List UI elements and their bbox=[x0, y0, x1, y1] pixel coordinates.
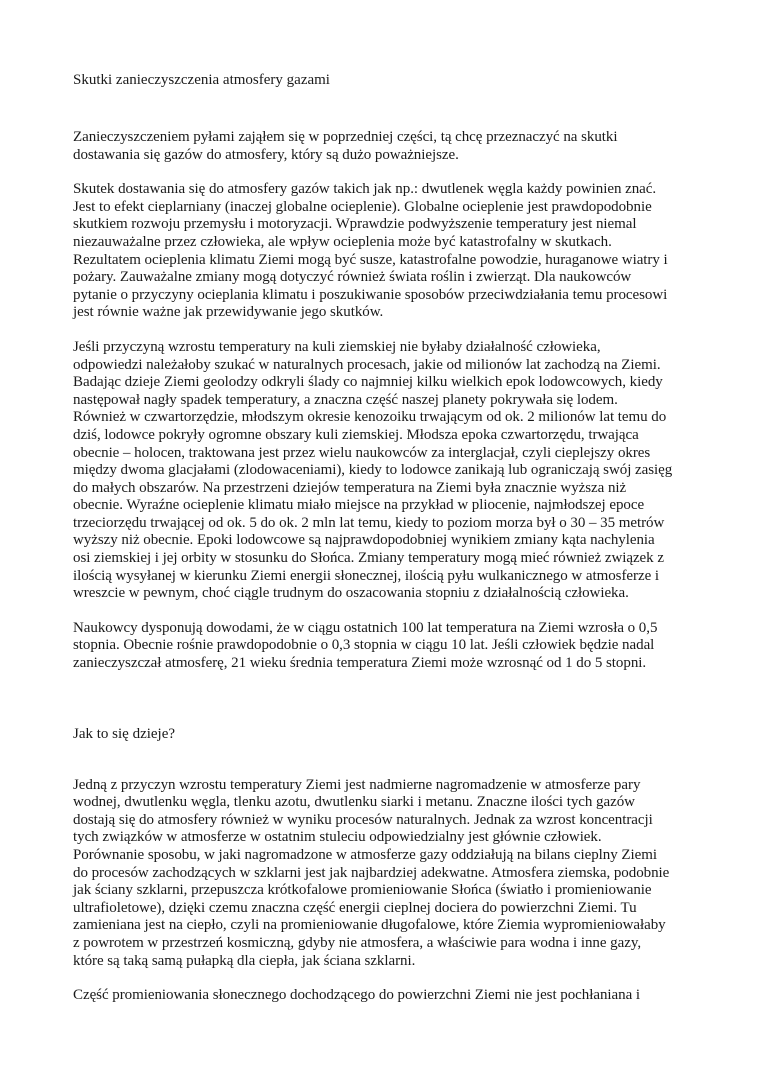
paragraph-line: Zanieczyszczeniem pyłami zająłem się w poprzedniej części, tą chcę przeznaczyć na skutki bbox=[73, 129, 618, 145]
paragraph-line: Rezultatem ocieplenia klimatu Ziemi mogą być susze, katastrofalne powodzie, huraganowe wiatry i bbox=[73, 251, 668, 268]
paragraph-line: tych związków w atmosferze w ostatnim stuleciu odpowiedzialny jest głównie człowiek. bbox=[73, 829, 602, 846]
paragraph-line: następował nagły spadek temperatury, a znaczna część naszej planety pokrywała się lodem. bbox=[73, 391, 618, 408]
paragraph-line: ultrafioletowe), dzięki czemu znaczna część energii cieplnej dociera do powierzchni Ziemi. Tu bbox=[73, 899, 637, 916]
paragraph-line: Badając dzieje Ziemi geolodzy odkryli ślady co najmniej kilku wielkich epok lodowcowych, kiedy bbox=[73, 374, 663, 391]
paragraph-line: Skutek dostawania się do atmosfery gazów takich jak np.: dwutlenek węgla każdy powinien znać. bbox=[73, 181, 657, 198]
paragraph-line: jak ściany szklarni, przepuszcza krótkofalowe promieniowanie Słońca (światło i promieniowanie bbox=[73, 882, 652, 899]
paragraph-line: osi ziemskiej i jej orbity w stosunku do Słońca. Zmiany temperatury mogą mieć również związek z bbox=[73, 550, 664, 567]
paragraph-line: Część promieniowania słonecznego dochodzącego do powierzchni Ziemi nie jest pochłaniana i bbox=[73, 987, 641, 1004]
paragraph-line: z powrotem w przestrzeń kosmiczną, gdyby nie atmosfera, a właściwie para wodna i inne gazy, bbox=[73, 934, 642, 951]
paragraph-line: trzeciorzędu trwającej od ok. 5 do ok. 2 mln lat temu, kiedy to poziom morza był o 30 – 35 metrów bbox=[73, 514, 665, 531]
paragraph-line: niezauważalne przez człowieka, ale wpływ ocieplenia może być katastrofalny w skutkach. bbox=[73, 233, 612, 250]
paragraph-greenhouse-effect bbox=[73, 181, 693, 322]
paragraph-line: Również w czwartorzędzie, młodszym okresie kenozoiku trwającym od ok. 2 milionów lat temu do bbox=[73, 409, 667, 426]
paragraph-line: jest równie ważne jak przewidywanie jego skutków. bbox=[73, 304, 384, 321]
paragraph-line: zanieczyszczał atmosferę, 21 wieku średnia temperatura Ziemi może wzrosnąć od 1 do 5 stopni. bbox=[73, 655, 647, 672]
paragraph-line: do procesów zachodzących w szklarni jest jak najbardziej adekwatne. Atmosfera ziemska, podobnie bbox=[73, 864, 670, 881]
paragraph-line: między dwoma glacjałami (zlodowaceniami), kiedy to lodowce zanikają lub ograniczają swój zasięg bbox=[73, 462, 673, 479]
paragraph-intro bbox=[73, 129, 693, 164]
paragraph-line: Naukowcy dysponują dowodami, że w ciągu ostatnich 100 lat temperatura na Ziemi wzrosła o 0,5 bbox=[73, 619, 658, 636]
document-title: Skutki zanieczyszczenia atmosfery gazami bbox=[73, 72, 330, 88]
paragraph-line: wyższy niż obecnie. Epoki lodowcowe są najprawdopodobniej wynikiem zmiany kąta nachylenia bbox=[73, 532, 655, 549]
paragraph-line: wodnej, dwutlenku węgla, tlenku azotu, dwutlenku siarki i metanu. Znaczne ilości tych gazów bbox=[73, 794, 635, 811]
document-page bbox=[73, 64, 693, 1005]
paragraph-greenhouse-gases bbox=[73, 777, 693, 971]
paragraph-solar-radiation bbox=[73, 987, 693, 1005]
paragraph-line: Jest to efekt cieplarniany (inaczej globalne ocieplenie). Globalne ocieplenie jest prawdopodobnie bbox=[73, 198, 652, 215]
paragraph-line: obecnie – holocen, traktowana jest przez wielu naukowców za interglacjał, czyli cieplejszy okres bbox=[73, 444, 651, 461]
paragraph-line: Porównanie sposobu, w jaki nagromadzone w atmosferze gazy oddziałują na bilans cieplny Ziemi bbox=[73, 847, 657, 863]
paragraph-line: pożary. Zauważalne zmiany mogą dotyczyć również świata roślin i zwierząt. Dla naukowców bbox=[73, 269, 632, 286]
paragraph-line: które są taką samą pułapką dla ciepła, jak ściana szklarni. bbox=[73, 952, 416, 969]
paragraph-evidence bbox=[73, 620, 693, 673]
paragraph-line: skutkiem rozwoju przemysłu i motoryzacji. Wprawdzie podwyższenie temperatury jest niemal bbox=[73, 216, 637, 233]
paragraph-line: Jedną z przyczyn wzrostu temperatury Ziemi jest nadmierne nagromadzenie w atmosferze pary bbox=[73, 776, 641, 793]
paragraph-line: pytanie o przyczyny ocieplania klimatu i poszukiwanie sposobów przeciwdziałania temu procesowi bbox=[73, 286, 668, 303]
paragraph-line: zamieniana jest na ciepło, czyli na promieniowanie długofalowe, które Ziemia wypromieniowałaby bbox=[73, 917, 666, 934]
paragraph-line: do małych obszarów. Na przestrzeni dziejów temperatura na Ziemi była znacznie wyższa niż bbox=[73, 479, 627, 496]
paragraph-line: ilością wysyłanej w kierunku Ziemi energii słonecznej, ilością pyłu wulkanicznego w atmosferze i bbox=[73, 567, 659, 584]
paragraph-line: dostają się do atmosfery również w wyniku procesów naturalnych. Jednak za wzrost koncentracji bbox=[73, 811, 653, 828]
paragraph-line: odpowiedzi należałoby szukać w naturalnych procesach, jakie od milionów lat zachodzą na Ziemi. bbox=[73, 356, 661, 373]
paragraph-line: stopnia. Obecnie rośnie prawdopodobnie o 0,3 stopnia w ciągu 10 lat. Jeśli człowiek będzie nadal bbox=[73, 637, 655, 654]
paragraph-line: Jeśli przyczyną wzrostu temperatury na kuli ziemskiej nie byłaby działalność człowieka, bbox=[73, 338, 601, 355]
paragraph-natural-causes bbox=[73, 339, 693, 603]
paragraph-line: obecnie. Wyraźne ocieplenie klimatu miało miejsce na przykład w pliocenie, najmłodszej epoce bbox=[73, 497, 645, 514]
paragraph-line: dostawania się gazów do atmosfery, który są dużo poważniejsze. bbox=[73, 146, 459, 163]
section-subtitle: Jak to się dzieje? bbox=[73, 725, 176, 742]
paragraph-line: dziś, lodowce pokryły ogromne obszary kuli ziemskiej. Młodsza epoka czwartorzędu, trwająca bbox=[73, 426, 639, 443]
paragraph-line: wreszcie w pewnym, choć ciągle trudnym do oszacowania stopniu z działalnością człowieka. bbox=[73, 585, 629, 602]
